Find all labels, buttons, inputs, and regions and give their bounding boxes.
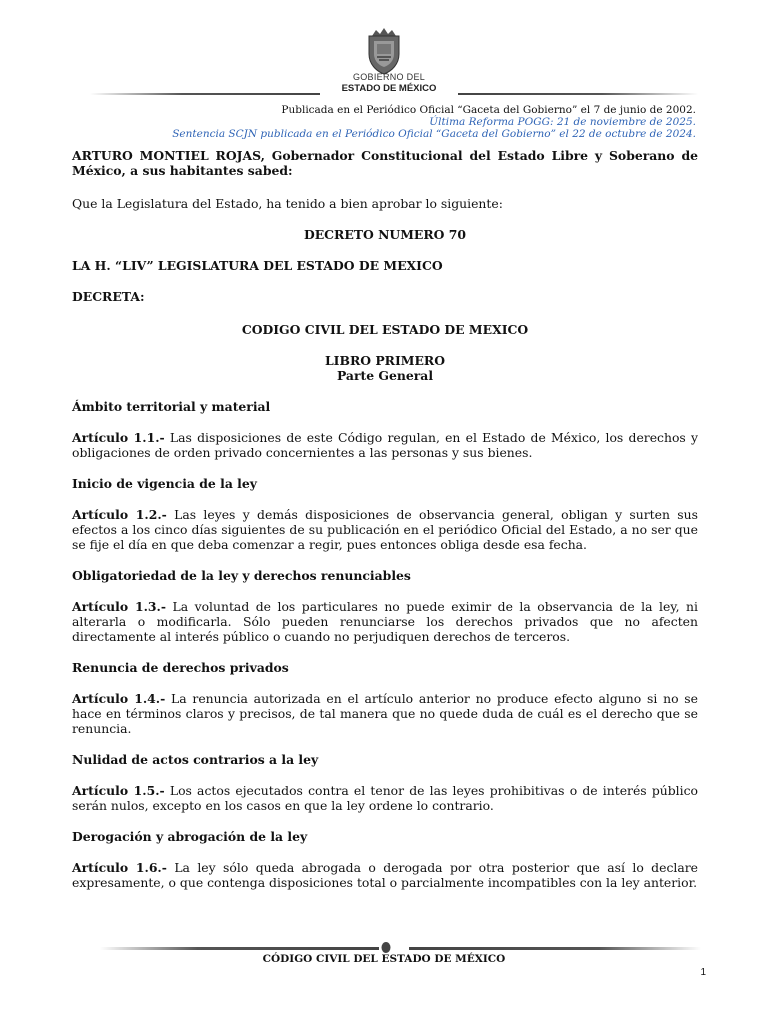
code-title: CODIGO CIVIL DEL ESTADO DE MEXICO	[241, 322, 529, 337]
section-heading: Ámbito territorial y material	[72, 399, 271, 414]
article-text: Los actos ejecutados contra el tenor de las leyes prohibitivas o de interés público serán nulos, excepto en los casos en que la ley ordene lo contrario.	[72, 783, 698, 813]
article-paragraph	[72, 860, 698, 890]
page-number: 1	[700, 967, 706, 978]
document-body	[72, 148, 698, 890]
article-number: Artículo 1.4.-	[72, 691, 166, 706]
footer-rule-right	[409, 947, 701, 950]
scjn-sentence: Sentencia SCJN publicada en el Periódico Oficial “Gaceta del Gobierno” el 22 de octubre de 2024.	[172, 128, 696, 140]
article-text: Las leyes y demás disposiciones de observancia general, obligan y surten sus efectos a los cinco días siguientes de su publicación en el periódico Oficial del Estado, a no ser que se fije el día en que deba comenzar a regir, pues entonces obliga desde esa fecha.	[72, 507, 698, 552]
section-heading: Derogación y abrogación de la ley	[72, 829, 308, 844]
government-name-line1: GOBIERNO DEL	[352, 72, 426, 82]
book-title: LIBRO PRIMERO	[324, 353, 446, 368]
coat-of-arms-icon	[364, 26, 404, 76]
publication-notes	[172, 104, 696, 140]
section-heading: Obligatoriedad de la ley y derechos renunciables	[72, 568, 411, 583]
article-number: Artículo 1.6.-	[72, 860, 167, 875]
article-number: Artículo 1.3.-	[72, 599, 166, 614]
article-number: Artículo 1.2.-	[72, 507, 167, 522]
page-header	[0, 18, 768, 98]
article-text: La ley sólo queda abrogada o derogada por otra posterior que así lo declare expresamente, o que contenga disposiciones total o parcialmente incompatibles con la ley anterior.	[72, 860, 698, 890]
article-paragraph	[72, 783, 698, 813]
section-heading: Inicio de vigencia de la ley	[72, 476, 257, 491]
article-number: Artículo 1.1.-	[72, 430, 165, 445]
publication-date: Publicada en el Periódico Oficial “Gaceta del Gobierno” el 7 de junio de 2002.	[281, 104, 696, 116]
part-title: Parte General	[336, 368, 434, 383]
legislature-title: LA H. “LIV” LEGISLATURA DEL ESTADO DE MEXICO	[72, 258, 443, 273]
government-name-line2: ESTADO DE MÉXICO	[341, 83, 437, 94]
legislature-statement: Que la Legislatura del Estado, ha tenido a bien aprobar lo siguiente:	[72, 196, 503, 211]
header-rule-right	[458, 93, 698, 95]
article-paragraph	[72, 691, 698, 736]
section-heading: Nulidad de actos contrarios a la ley	[72, 752, 319, 767]
footer-rule-left	[100, 947, 379, 950]
article-text: Las disposiciones de este Código regulan, en el Estado de México, los derechos y obligaciones de orden privado concernientes a las personas y sus bienes.	[72, 430, 698, 460]
header-rule-left	[90, 93, 320, 95]
article-paragraph	[72, 599, 698, 644]
last-reform: Última Reforma POGG: 21 de noviembre de 2025.	[429, 116, 696, 128]
article-text: La renuncia autorizada en el artículo anterior no produce efecto alguno si no se hace en términos claros y precisos, de tal manera que no quede duda de cuál es el derecho que se renuncia.	[72, 691, 698, 736]
article-paragraph	[72, 430, 698, 460]
article-paragraph	[72, 507, 698, 552]
section-heading: Renuncia de derechos privados	[72, 660, 289, 675]
governor-preamble: ARTURO MONTIEL ROJAS, Gobernador Constitucional del Estado Libre y Soberano de México, a sus habitantes sabed:	[72, 148, 698, 178]
decreta-heading: DECRETA:	[72, 289, 145, 304]
article-number: Artículo 1.5.-	[72, 783, 165, 798]
footer-title: CÓDIGO CIVIL DEL ESTADO DE MÉXICO	[262, 953, 506, 965]
decree-number: DECRETO NUMERO 70	[303, 227, 467, 242]
article-text: La voluntad de los particulares no puede eximir de la observancia de la ley, ni alterarla o modificarla. Sólo pueden renunciarse los derechos privados que no afecten directamente al interés público o cuando no perjudiquen derechos de terceros.	[72, 599, 698, 644]
